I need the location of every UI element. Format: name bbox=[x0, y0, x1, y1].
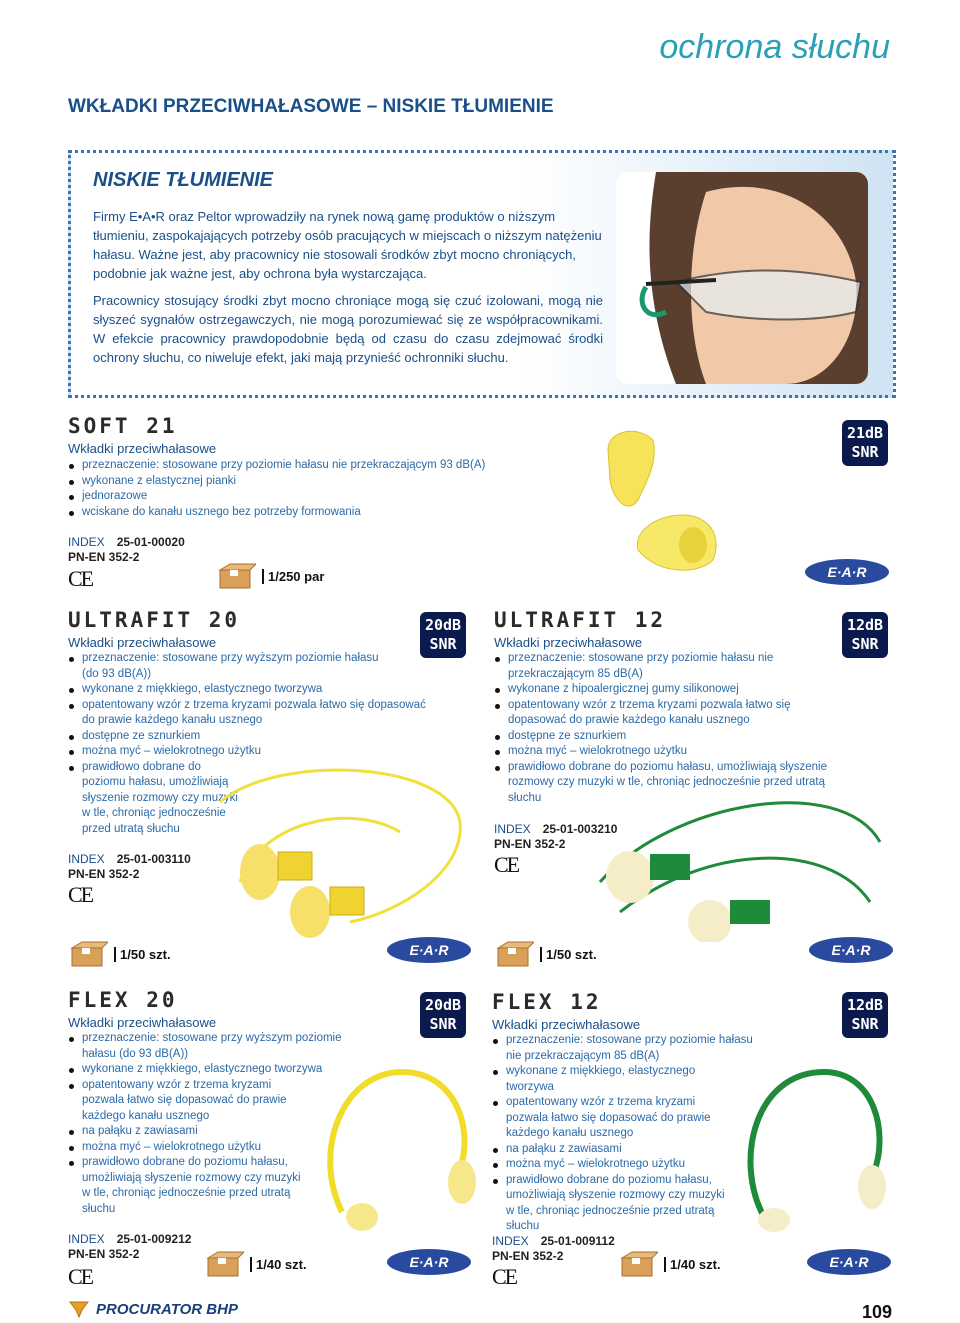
ultrafit20-image bbox=[200, 762, 470, 946]
index-label: INDEX bbox=[494, 822, 531, 836]
page-title: WKŁADKI PRZECIWHAŁASOWE – NISKIE TŁUMIENIE bbox=[68, 96, 554, 117]
ear-logo bbox=[386, 1248, 472, 1280]
feature-item: dostępne ze sznurkiem bbox=[494, 729, 834, 745]
index-code: 25-01-009212 bbox=[116, 1232, 192, 1246]
index-label: INDEX bbox=[492, 1234, 529, 1248]
feature-item: można myć – wielokrotnego użytku bbox=[68, 744, 440, 760]
index-block-soft21 bbox=[68, 535, 185, 565]
intro-paragraph-1: Firmy E•A•R oraz Peltor wprowadziły na rynek nową gamę produktów o niższym tłumieniu, zaspokajających potrzeby osób pracujących w miejscach o niższym natężeniu hałasu. Ważne jest, aby pracownicy nie stosowali środków zbyt mocno chroniących, podobnie jak ważne jest, aby ochrona była wystarczająca. bbox=[93, 209, 602, 281]
product-sub-ultrafit20: Wkładki przeciwhałasowe bbox=[68, 635, 217, 650]
feature-item: można myć – wielokrotnego użytku bbox=[494, 744, 834, 760]
standard: PN-EN 352-2 bbox=[68, 867, 140, 881]
ear-logo-text: E·A·R bbox=[827, 564, 867, 580]
feature-item: opatentowany wzór z trzema kryzami pozwala łatwo się dopasować do prawie każdego kanału usznego bbox=[494, 698, 808, 729]
snr-label: SNR bbox=[851, 443, 879, 461]
feature-item: prawidłowo dobrane do poziomu hałasu, umożliwiają słyszenie rozmowy czy muzyki w tle, chroniąc jednocześnie przed utratą słuchu bbox=[68, 760, 242, 838]
intro-paragraph-2: Pracownicy stosujący środki zbyt mocno chroniące mogą się czuć izolowani, mogą nie słyszeć sygnałów ostrzegawczych, nie mogą porozumiewać się ze współpracownikami. W efekcie pracownicy prawdopodobnie będą od czasu do czasu zdejmować środki ochrony słuchu, co niweluje efekt, jaki mają przynieść ochronniki słuchu. bbox=[93, 293, 603, 365]
index-code: 25-01-003210 bbox=[542, 822, 618, 836]
snr-badge-ultrafit20 bbox=[420, 612, 466, 658]
soft21-image bbox=[598, 420, 738, 584]
brand-logo-icon bbox=[68, 1300, 90, 1318]
pack-qty: 1/50 szt. bbox=[114, 947, 171, 962]
snr-badge-flex12 bbox=[842, 992, 888, 1038]
snr-badge-ultrafit12 bbox=[842, 612, 888, 658]
feature-item: prawidłowo dobrane do poziomu hałasu, umożliwiają słyszenie rozmowy czy muzyki w tle, chroniąc jednocześnie przed utratą słuchu bbox=[68, 1155, 312, 1217]
snr-value: 12dB bbox=[846, 616, 884, 634]
pack-ultrafit12 bbox=[496, 940, 597, 968]
index-code: 25-01-009112 bbox=[540, 1234, 615, 1248]
feature-item: wykonane z miękkiego, elastycznego tworzywa bbox=[68, 682, 440, 698]
feature-item: jednorazowe bbox=[68, 489, 548, 505]
snr-value: 21dB bbox=[846, 424, 884, 442]
ear-logo-text: E·A·R bbox=[831, 942, 871, 958]
box-icon bbox=[620, 1250, 658, 1278]
feature-item: można myć – wielokrotnego użytku bbox=[492, 1157, 762, 1173]
box-icon bbox=[70, 940, 108, 968]
ear-logo bbox=[808, 936, 894, 968]
snr-value: 20dB bbox=[424, 616, 462, 634]
ear-logo-text: E·A·R bbox=[829, 1254, 869, 1270]
pack-qty: 1/250 par bbox=[262, 569, 324, 584]
pack-qty: 1/50 szt. bbox=[540, 947, 597, 962]
feature-item: wykonane z miękkiego, elastycznego tworzywa bbox=[68, 1062, 358, 1078]
product-name-flex12: FLEX 12 bbox=[492, 990, 602, 1014]
snr-badge-soft21 bbox=[842, 420, 888, 466]
feature-item: na pałąku z zawiasami bbox=[68, 1124, 358, 1140]
index-block-ultrafit20 bbox=[68, 852, 191, 882]
product-sub-soft21: Wkładki przeciwhałasowe bbox=[68, 441, 217, 456]
pack-qty: 1/40 szt. bbox=[664, 1257, 721, 1272]
feature-item: na pałąku z zawiasami bbox=[492, 1142, 762, 1158]
index-code: 25-01-003110 bbox=[116, 852, 191, 866]
box-icon bbox=[496, 940, 534, 968]
feature-item: przeznaczenie: stosowane przy poziomie hałasu nie przekraczającym 85 dB(A) bbox=[492, 1033, 762, 1064]
standard: PN-EN 352-2 bbox=[492, 1249, 564, 1263]
feature-item: przeznaczenie: stosowane przy poziomie hałasu nie przekraczającym 93 dB(A) bbox=[68, 458, 548, 474]
pack-soft21 bbox=[218, 562, 324, 590]
ce-mark: CE bbox=[492, 1264, 517, 1289]
ear-logo-text: E·A·R bbox=[409, 1254, 449, 1270]
box-icon bbox=[206, 1250, 244, 1278]
snr-label: SNR bbox=[851, 1015, 879, 1033]
product-sub-flex20: Wkładki przeciwhałasowe bbox=[68, 1015, 217, 1030]
ear-logo-text: E·A·R bbox=[409, 942, 449, 958]
page-number: 109 bbox=[861, 1302, 892, 1322]
snr-badge-flex20 bbox=[420, 992, 466, 1038]
index-label: INDEX bbox=[68, 852, 105, 866]
product-name-soft21: SOFT 21 bbox=[68, 414, 178, 438]
pack-flex20 bbox=[206, 1250, 307, 1278]
pack-qty: 1/40 szt. bbox=[250, 1257, 307, 1272]
feature-item: opatentowany wzór z trzema kryzami pozwala łatwo się dopasować do prawie każdego kanału usznego bbox=[68, 1078, 302, 1125]
product-name-ultrafit20: ULTRAFIT 20 bbox=[68, 608, 241, 632]
feature-item: wciskane do kanału usznego bez potrzeby formowania bbox=[68, 505, 548, 521]
ce-mark: CE bbox=[494, 852, 519, 877]
section-tag: ochrona słuchu bbox=[659, 28, 890, 66]
snr-value: 20dB bbox=[424, 996, 462, 1014]
pack-flex12 bbox=[620, 1250, 721, 1278]
feature-item: wykonane z hipoalergicznej gumy silikonowej bbox=[494, 682, 834, 698]
snr-value: 12dB bbox=[846, 996, 884, 1014]
index-block-flex12 bbox=[492, 1234, 615, 1264]
feature-item: wykonane z elastycznej pianki bbox=[68, 474, 548, 490]
feature-item: dostępne ze sznurkiem bbox=[68, 729, 440, 745]
feature-item: przeznaczenie: stosowane przy poziomie hałasu nie przekraczającym 85 dB(A) bbox=[494, 651, 778, 682]
ce-mark: CE bbox=[68, 566, 93, 591]
feature-item: można myć – wielokrotnego użytku bbox=[68, 1140, 358, 1156]
index-label: INDEX bbox=[68, 535, 105, 549]
worker-photo bbox=[616, 172, 868, 384]
feature-item: opatentowany wzór z trzema kryzami pozwala łatwo się dopasować do prawie każdego kanału usznego bbox=[68, 698, 440, 729]
pack-ultrafit20 bbox=[70, 940, 171, 968]
flex12-image bbox=[724, 1052, 894, 1236]
box-icon bbox=[218, 562, 256, 590]
feature-item: wykonane z miękkiego, elastycznego tworzywa bbox=[492, 1064, 716, 1095]
ear-logo bbox=[806, 1248, 892, 1280]
footer-brand bbox=[68, 1300, 238, 1318]
ce-mark: CE bbox=[68, 882, 93, 907]
index-code: 25-01-00020 bbox=[116, 535, 185, 549]
product-sub-ultrafit12: Wkładki przeciwhałasowe bbox=[494, 635, 643, 650]
standard: PN-EN 352-2 bbox=[68, 550, 140, 564]
feature-list-flex12 bbox=[492, 1033, 762, 1235]
ce-mark: CE bbox=[68, 1264, 93, 1289]
ultrafit12-image bbox=[590, 782, 890, 946]
feature-item: przeznaczenie: stosowane przy wyższym poziomie hałasu (do 93 dB(A)) bbox=[68, 651, 382, 682]
intro-heading: NISKIE TŁUMIENIE bbox=[93, 169, 274, 191]
index-label: INDEX bbox=[68, 1232, 105, 1246]
standard: PN-EN 352-2 bbox=[68, 1247, 140, 1261]
footer-brand-text: PROCURATOR BHP bbox=[96, 1300, 238, 1318]
snr-label: SNR bbox=[851, 635, 879, 653]
index-block-flex20 bbox=[68, 1232, 191, 1262]
snr-label: SNR bbox=[429, 635, 457, 653]
feature-item: prawidłowo dobrane do poziomu hałasu, umożliwiają słyszenie rozmowy czy muzyki w tle, chroniąc jednocześnie przed utratą słuchu bbox=[492, 1173, 736, 1235]
product-name-flex20: FLEX 20 bbox=[68, 988, 178, 1012]
feature-item: prawidłowo dobrane do poziomu hałasu, umożliwiają słyszenie rozmowy czy muzyki w tle, chroniąc jednocześnie przed utratą słuchu bbox=[494, 760, 834, 807]
feature-item: opatentowany wzór z trzema kryzami pozwala łatwo się dopasować do prawie każdego kanału usznego bbox=[492, 1095, 726, 1142]
product-name-ultrafit12: ULTRAFIT 12 bbox=[494, 608, 667, 632]
ear-logo bbox=[804, 558, 890, 590]
ear-logo bbox=[386, 936, 472, 968]
standard: PN-EN 352-2 bbox=[494, 837, 566, 851]
feature-item: przeznaczenie: stosowane przy wyższym poziomie hałasu (do 93 dB(A)) bbox=[68, 1031, 358, 1062]
snr-label: SNR bbox=[429, 1015, 457, 1033]
flex20-image bbox=[312, 1052, 482, 1236]
product-sub-flex12: Wkładki przeciwhałasowe bbox=[492, 1017, 641, 1032]
feature-list-soft21 bbox=[68, 458, 548, 520]
